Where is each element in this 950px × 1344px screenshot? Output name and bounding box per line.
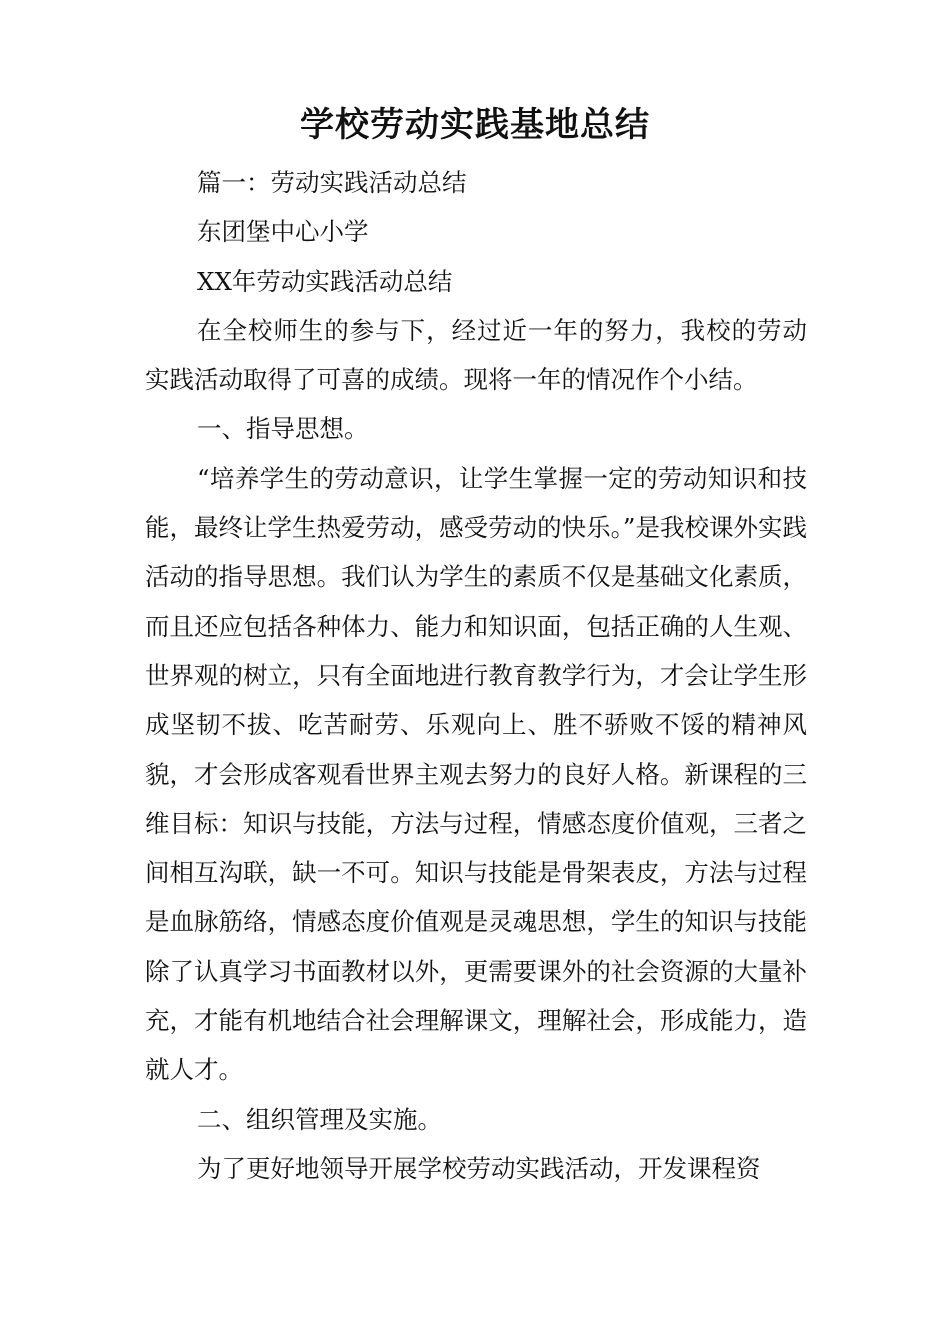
document-title: 学校劳动实践基地总结 [300, 105, 650, 145]
paragraph-guiding-thought-body: “培养学生的劳动意识，让学生掌握一定的劳动知识和技能，最终让学生热爱劳动，感受劳动的快乐。”是我校课外实践活动的指导思想。我们认为学生的素质不仅是基础文化素质，而且还应包括各种体力、能力和知识面，包括正确的人生观、世界观的树立，只有全面地进行教育教学行为，才会让学生形成坚韧不拔、吃苦耐劳、乐观向上、胜不骄败不馁的精神风貌，才会形成客观看世界主观去努力的良好人格。新课程的三维目标：知识与技能，方法与过程，情感态度价值观，三者之间相互沟联，缺一不可。知识与技能是骨架表皮，方法与过程是血脉筋络，情感态度价值观是灵魂思想，学生的知识与技能除了认真学习书面教材以外，更需要课外的社会资源的大量补充，才能有机地结合社会理解课文，理解社会，形成能力，造就人才。 [145, 463, 807, 1085]
paragraph-report-title: XX年劳动实践活动总结 [197, 266, 453, 296]
document-body [145, 158, 807, 1193]
paragraph-section-heading: 篇一：劳动实践活动总结 [197, 168, 467, 197]
paragraph-introduction: 在全校师生的参与下，经过近一年的努力，我校的劳动实践活动取得了可喜的成绩。现将一年的情况作个小结。 [145, 315, 807, 395]
paragraph-organization-body: 为了更好地领导开展学校劳动实践活动，开发课程资 [197, 1153, 761, 1183]
paragraph-heading-guiding-thought: 一、指导思想。 [197, 414, 369, 444]
paragraph-heading-organization: 二、组织管理及实施。 [197, 1104, 442, 1134]
paragraph-school-name: 东团堡中心小学 [197, 217, 369, 247]
